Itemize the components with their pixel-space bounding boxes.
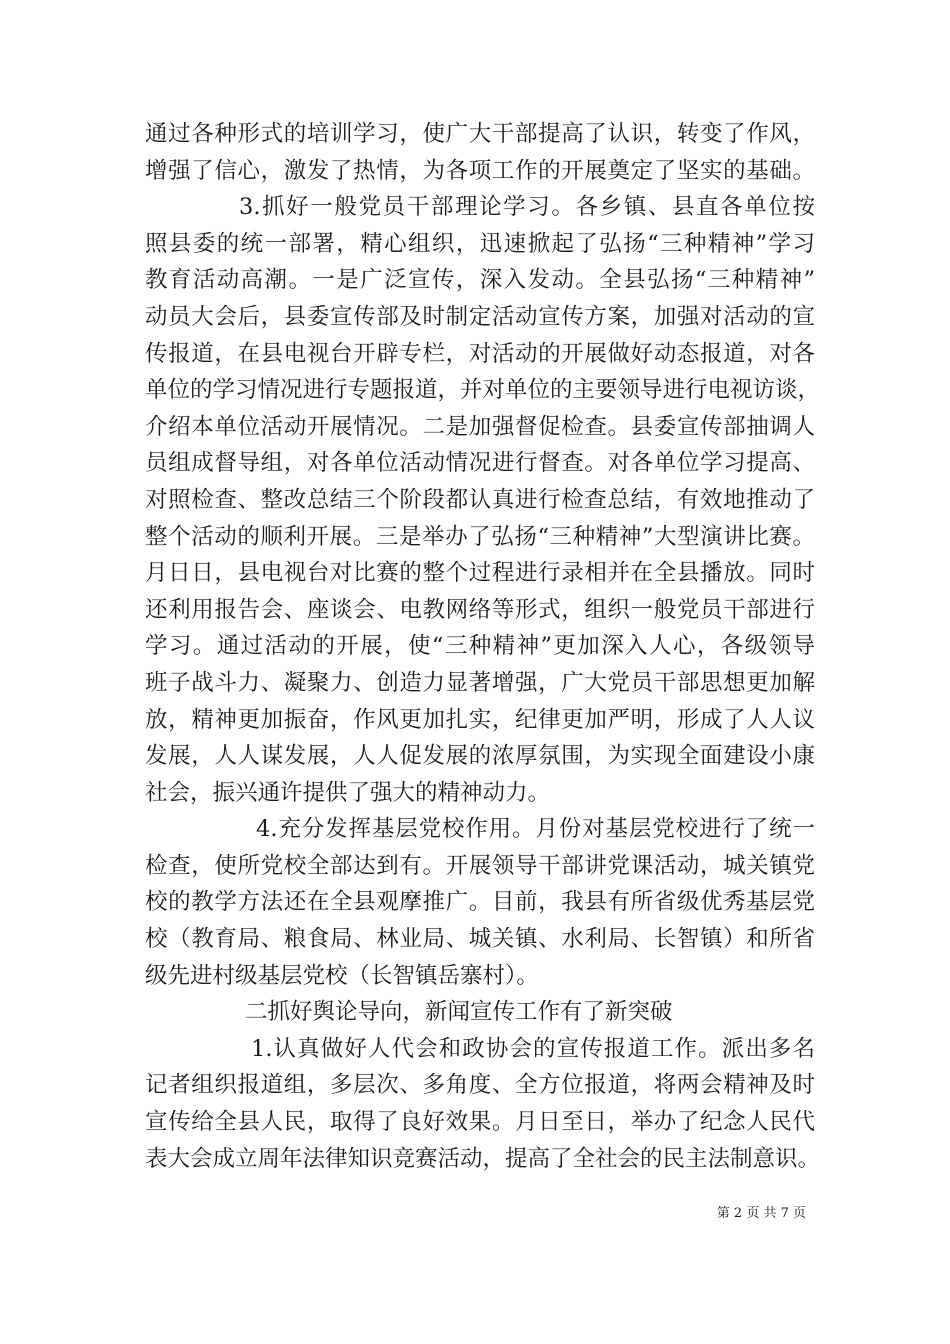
body-text xyxy=(145,116,821,1177)
text-line: 校的教学方法还在全县观摩推广。目前，我县有所省级优秀基层党 xyxy=(145,889,815,916)
text-line: 4.充分发挥基层党校作用。月份对基层党校进行了统一 xyxy=(256,816,815,843)
text-line: 动员大会后，县委宣传部及时制定活动宣传方案，加强对活动的宣 xyxy=(145,303,815,330)
text-line: 表大会成立周年法律知识竞赛活动，提高了全社会的民主法制意识。 xyxy=(145,1145,821,1172)
text-line: 3.抓好一般党员干部理论学习。各乡镇、县直各单位按 xyxy=(239,194,815,221)
section-heading: 二抓好舆论导向，新闻宣传工作有了新突破 xyxy=(245,999,673,1026)
text-line: 1.认真做好人代会和政协会的宣传报道工作。派出多名 xyxy=(251,1035,815,1062)
text-line: 班子战斗力、凝聚力、创造力显著增强，广大党员干部思想更加解 xyxy=(145,669,815,696)
text-line: 校（教育局、粮食局、林业局、城关镇、水利局、长智镇）和所省 xyxy=(145,926,815,953)
text-line: 传报道，在县电视台开辟专栏，对活动的开展做好动态报道，对各 xyxy=(145,340,815,367)
text-line: 单位的学习情况进行专题报道，并对单位的主要领导进行电视访谈， xyxy=(145,377,821,404)
text-line: 放，精神更加振奋，作风更加扎实，纪律更加严明，形成了人人议 xyxy=(145,706,815,733)
text-line: 教育活动高潮。一是广泛宣传，深入发动。全县弘扬“三种精神” xyxy=(145,267,815,294)
text-line: 级先进村级基层党校（长智镇岳寨村）。 xyxy=(145,962,539,989)
text-line: 照县委的统一部署，精心组织，迅速掀起了弘扬“三种精神”学习 xyxy=(145,230,815,257)
text-line: 发展，人人谋发展，人人促发展的浓厚氛围，为实现全面建设小康 xyxy=(145,743,815,770)
text-line: 介绍本单位活动开展情况。二是加强督促检查。县委宣传部抽调人 xyxy=(145,413,815,440)
page-number: 第 2 页 共 7 页 xyxy=(716,1206,806,1221)
text-line: 社会，振兴通许提供了强大的精神动力。 xyxy=(145,779,551,806)
text-line: 还利用报告会、座谈会、电教网络等形式，组织一般党员干部进行 xyxy=(145,596,815,623)
text-line: 检查，使所党校全部达到有。开展领导干部讲党课活动，城关镇党 xyxy=(145,852,815,879)
text-line: 学习。通过活动的开展，使“三种精神”更加深入人心，各级领导 xyxy=(145,633,815,660)
text-line: 对照检查、整改总结三个阶段都认真进行检查总结，有效地推动了 xyxy=(145,486,815,513)
text-line: 员组成督导组，对各单位活动情况进行督查。对各单位学习提高、 xyxy=(145,450,815,477)
text-line: 月日日，县电视台对比赛的整个过程进行录相并在全县播放。同时 xyxy=(145,560,815,587)
text-line: 整个活动的顺利开展。三是举办了弘扬“三种精神”大型演讲比赛。 xyxy=(145,523,815,550)
text-line: 通过各种形式的培训学习，使广大干部提高了认识，转变了作风， xyxy=(145,121,815,147)
text-line: 记者组织报道组，多层次、多角度、全方位报道，将两会精神及时 xyxy=(145,1072,815,1099)
text-line: 宣传给全县人民，取得了良好效果。月日至日，举办了纪念人民代 xyxy=(145,1109,815,1136)
text-line: 增强了信心，激发了热情，为各项工作的开展奠定了坚实的基础。 xyxy=(145,157,815,184)
